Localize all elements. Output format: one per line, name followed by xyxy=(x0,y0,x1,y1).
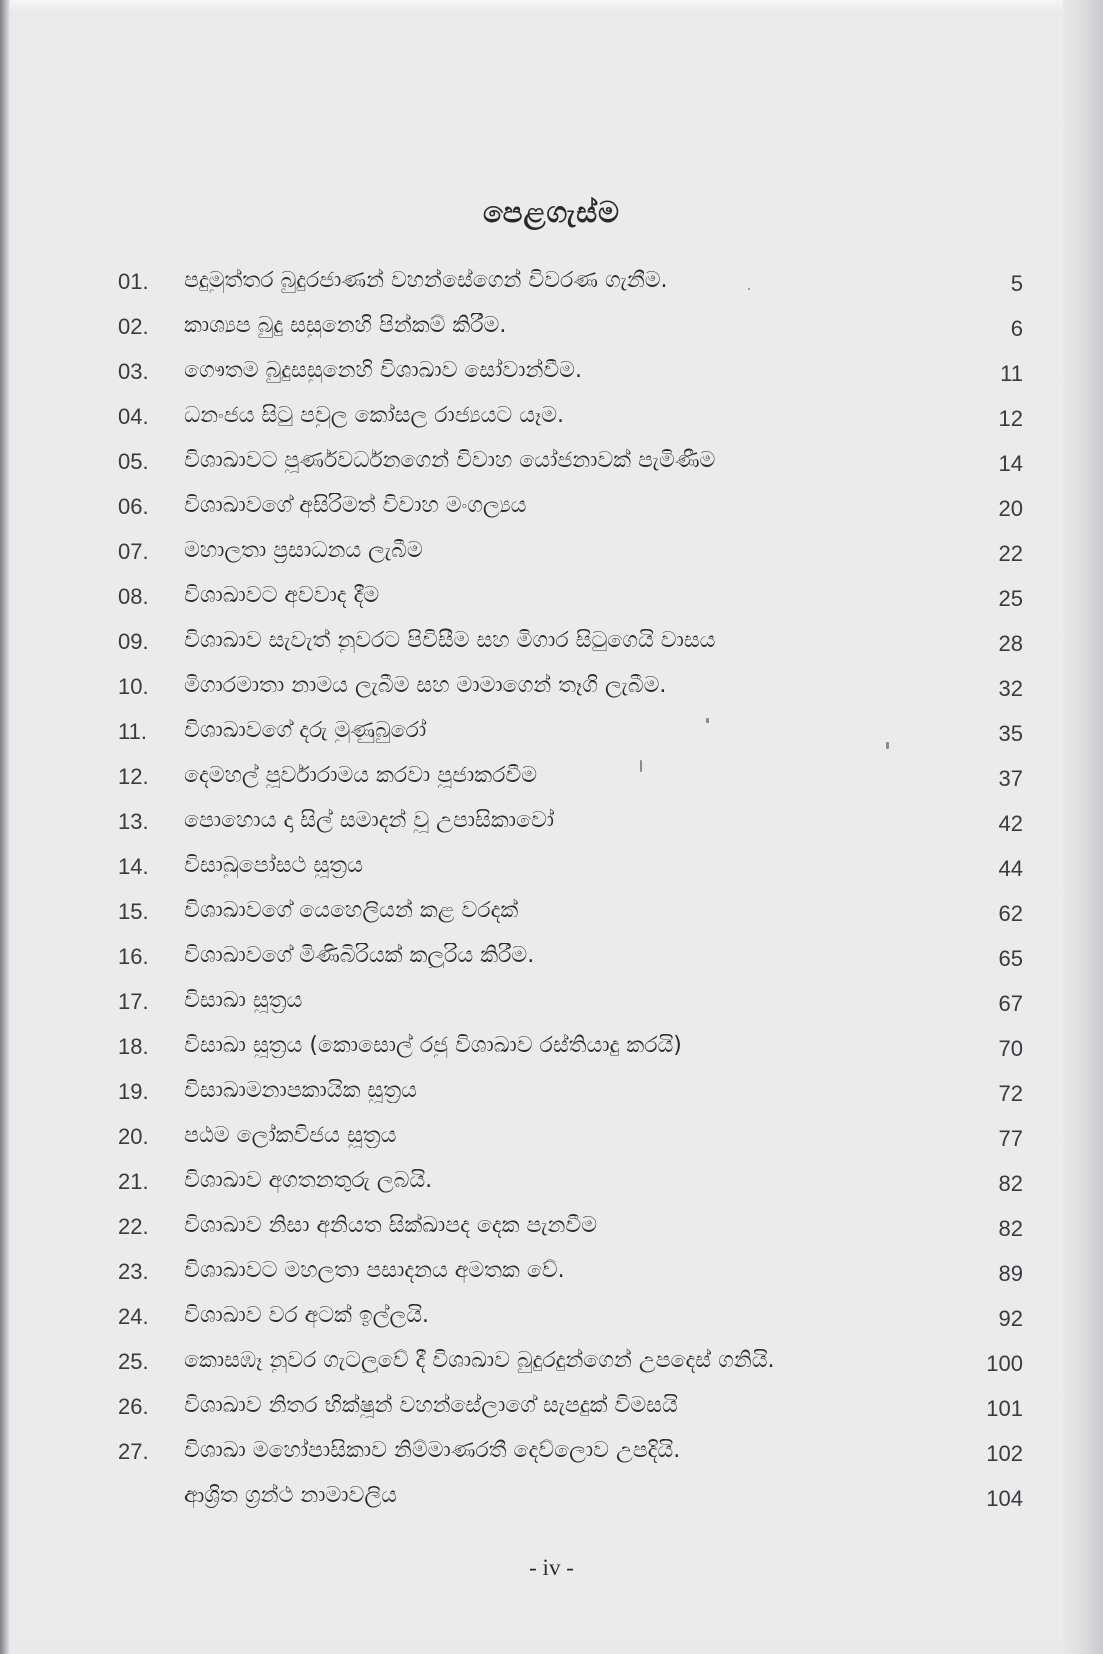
toc-entry-title: විශාඛාව නිසා අනියත සික්ඛාපද දෙක පැනවීම xyxy=(184,1213,598,1238)
scan-top-edge xyxy=(0,0,1103,14)
toc-entry-number: 03. xyxy=(118,359,149,384)
toc-entry-title: විශාඛාව වර අටක් ඉල්ලයි. xyxy=(184,1303,430,1328)
toc-entry-number: 12. xyxy=(118,764,149,789)
toc-entry xyxy=(0,1300,1103,1345)
toc-entry-title: මහාලතා ප්‍රසාධනය ලැබීම xyxy=(184,538,423,563)
toc-entry-title: පදුමුත්තර බුදුරජාණන් වහන්සේගෙන් විවරණ ගැනීම. xyxy=(184,268,668,293)
toc-entry-number: 15. xyxy=(118,899,149,924)
toc-entry-title: විසාඛුපෝසථ සූත්‍රය xyxy=(184,853,363,878)
toc-heading: පෙළගැස්ම xyxy=(482,195,621,229)
toc-entry xyxy=(0,310,1103,355)
toc-entry-title: විශාඛාවගේ මිණිබිරියක් කලුරිය කිරීම. xyxy=(184,943,535,968)
toc-entry-number: 26. xyxy=(118,1394,149,1419)
toc-entry-title: ආශ්‍රිත ග්‍රන්ථ නාමාවලිය xyxy=(184,1483,397,1508)
toc-entry-page: 42 xyxy=(998,811,1023,836)
toc-entry-number: 02. xyxy=(118,314,149,339)
toc-entry-page: 65 xyxy=(998,946,1023,971)
toc-entry-title: විශාඛාවට මහලතා පසාදනය අමතක වේ. xyxy=(184,1258,565,1283)
toc-entry-page: 62 xyxy=(998,901,1023,926)
toc-entry-number: 08. xyxy=(118,584,149,609)
toc-entry-page: 6 xyxy=(1010,316,1023,341)
toc-entry xyxy=(0,1480,1103,1525)
toc-entry-title: මිගාරමාතා නාමය ලැබීම සහ මාමාගෙන් තෑගි ලැබීම. xyxy=(184,673,667,698)
toc-entry-page: 104 xyxy=(986,1486,1023,1511)
toc-entry-number: 25. xyxy=(118,1349,149,1374)
toc-entry-title: විසාඛා සූත්‍රය (කොසොල් රජු විශාඛාව රස්තියාදු කරයි) xyxy=(184,1033,682,1058)
toc-entry xyxy=(0,1345,1103,1390)
toc-entry-page: 11 xyxy=(1000,361,1023,386)
toc-entry-title: කාශ්‍යප බුදු සසුනෙහි පින්කම් කිරීම. xyxy=(184,313,507,338)
toc-entry xyxy=(0,355,1103,400)
toc-entry-page: 5 xyxy=(1010,271,1023,296)
toc-entry-page: 35 xyxy=(998,721,1023,746)
toc-entry-page: 102 xyxy=(986,1441,1023,1466)
toc-entry-number: 19. xyxy=(118,1079,149,1104)
toc-entry xyxy=(0,1210,1103,1255)
toc-entry xyxy=(0,1390,1103,1435)
toc-entry-page: 72 xyxy=(998,1081,1023,1106)
toc-entry-number: 27. xyxy=(118,1439,149,1464)
toc-entry-title: විශාඛාවගේ යෙහෙලියන් කළ වරදක් xyxy=(184,898,519,923)
toc-entry-page: 25 xyxy=(998,586,1023,611)
toc-entry xyxy=(0,1030,1103,1075)
toc-entry-page: 70 xyxy=(998,1036,1023,1061)
toc-entry xyxy=(0,265,1103,310)
toc-entry xyxy=(0,1120,1103,1165)
toc-entry-title: විශාඛා මහෝපාසිකාව නිම්මාණරතී දෙව්ලොව උපදියි. xyxy=(184,1438,681,1463)
toc-entry-page: 67 xyxy=(998,991,1023,1016)
toc-entry-number: 10. xyxy=(118,674,149,699)
toc-entry-title: විශාඛාවට පූර්ණවර්ධනගෙන් විවාහ යෝජනාවක් පැමිණීම xyxy=(184,448,716,473)
toc-entry-page: 14 xyxy=(998,451,1023,476)
toc-entry-page: 22 xyxy=(998,541,1023,566)
toc-entry-page: 32 xyxy=(998,676,1023,701)
toc-entry xyxy=(0,985,1103,1030)
toc-entry-number: 09. xyxy=(118,629,149,654)
toc-entry-number: 17. xyxy=(118,989,149,1014)
page-number: - iv - xyxy=(529,1555,574,1580)
toc-entry xyxy=(0,850,1103,895)
toc-entry-page: 89 xyxy=(998,1261,1023,1286)
toc-entry-number: 06. xyxy=(118,494,149,519)
toc-entry-page: 37 xyxy=(998,766,1023,791)
toc-entry xyxy=(0,490,1103,535)
toc-entry-number: 07. xyxy=(118,539,149,564)
toc-entry-title: ගෞතම බුදුසසුනෙහි විශාඛාව සෝවාන්වීම. xyxy=(184,358,582,383)
toc-entry-number: 16. xyxy=(118,944,149,969)
toc-entry-title: පඨම ලෝකවිජය සූත්‍රය xyxy=(184,1123,397,1148)
toc-entry-page: 101 xyxy=(986,1396,1023,1421)
toc-entry-page: 92 xyxy=(998,1306,1023,1331)
toc-entry xyxy=(0,895,1103,940)
toc-entry xyxy=(0,400,1103,445)
toc-entry-page: 82 xyxy=(998,1216,1023,1241)
toc-entry-title: විශාඛාවගේ අසිරිමත් විවාහ මංගල්‍යය xyxy=(184,493,527,518)
toc-entry-number: 18. xyxy=(118,1034,149,1059)
toc-entry-title: විශාඛාව නිතර භික්ෂූන් වහන්සේලාගේ සැපදුක් විමසයි xyxy=(184,1393,678,1418)
toc-entry-title: දෙමහල් පූර්වාරාමය කරවා පූජාකරවීම xyxy=(184,763,538,788)
toc-entry-number: 04. xyxy=(118,404,149,429)
toc-entry xyxy=(0,445,1103,490)
toc-entry xyxy=(0,670,1103,715)
toc-entry-page: 100 xyxy=(986,1351,1023,1376)
toc-entry-number: 21. xyxy=(118,1169,149,1194)
toc-list xyxy=(0,265,1103,1525)
toc-entry-page: 77 xyxy=(998,1126,1023,1151)
toc-entry xyxy=(0,805,1103,850)
toc-entry-number: 14. xyxy=(118,854,149,879)
toc-entry-number: 05. xyxy=(118,449,149,474)
toc-entry xyxy=(0,1255,1103,1300)
toc-entry-title: විශාඛාවට අවවාද දීම xyxy=(184,583,380,608)
toc-entry xyxy=(0,715,1103,760)
toc-entry-title: විශාඛාව සැවැත් නුවරට පිවිසීම සහ මිගාර සිටුගෙයි වාසය xyxy=(184,628,716,653)
toc-entry-number: 23. xyxy=(118,1259,149,1284)
toc-entry-number: 01. xyxy=(118,269,149,294)
toc-entry xyxy=(0,580,1103,625)
toc-entry-title: විශාඛාවගේ දරු මුණුබුරෝ xyxy=(184,718,427,743)
toc-entry-page: 28 xyxy=(998,631,1023,656)
toc-entry xyxy=(0,940,1103,985)
toc-entry-page: 82 xyxy=(998,1171,1023,1196)
toc-entry xyxy=(0,625,1103,670)
toc-entry-title: විසාඛාමනාපකායික සූත්‍රය xyxy=(184,1078,417,1103)
toc-entry-number: 22. xyxy=(118,1214,149,1239)
toc-entry-number: 20. xyxy=(118,1124,149,1149)
toc-entry-page: 20 xyxy=(998,496,1023,521)
toc-entry-page: 12 xyxy=(998,406,1023,431)
toc-entry-number: 11. xyxy=(118,719,147,744)
toc-entry-page: 44 xyxy=(998,856,1023,881)
toc-entry-title: විශාඛාව අගතනතුරු ලබයි. xyxy=(184,1168,433,1193)
toc-entry-title: ධනංජය සිටු පවුල කෝසල රාජ්‍යයට යෑම. xyxy=(184,403,565,428)
toc-entry-title: විසාඛා සූත්‍රය xyxy=(184,988,303,1013)
toc-entry-title: පොහොය දා සිල් සමාදන් වූ උපාසිකාවෝ xyxy=(184,808,555,833)
toc-entry xyxy=(0,1435,1103,1480)
toc-entry-number: 13. xyxy=(118,809,149,834)
toc-entry xyxy=(0,760,1103,805)
toc-entry-title: කොසඹෑ නුවර ගැටලුවේ දී විශාඛාව බුදුරදුන්ගෙන් උපදෙස් ගනියි. xyxy=(184,1348,775,1373)
toc-entry-number: 24. xyxy=(118,1304,149,1329)
toc-entry xyxy=(0,1165,1103,1210)
toc-entry xyxy=(0,1075,1103,1120)
toc-entry xyxy=(0,535,1103,580)
